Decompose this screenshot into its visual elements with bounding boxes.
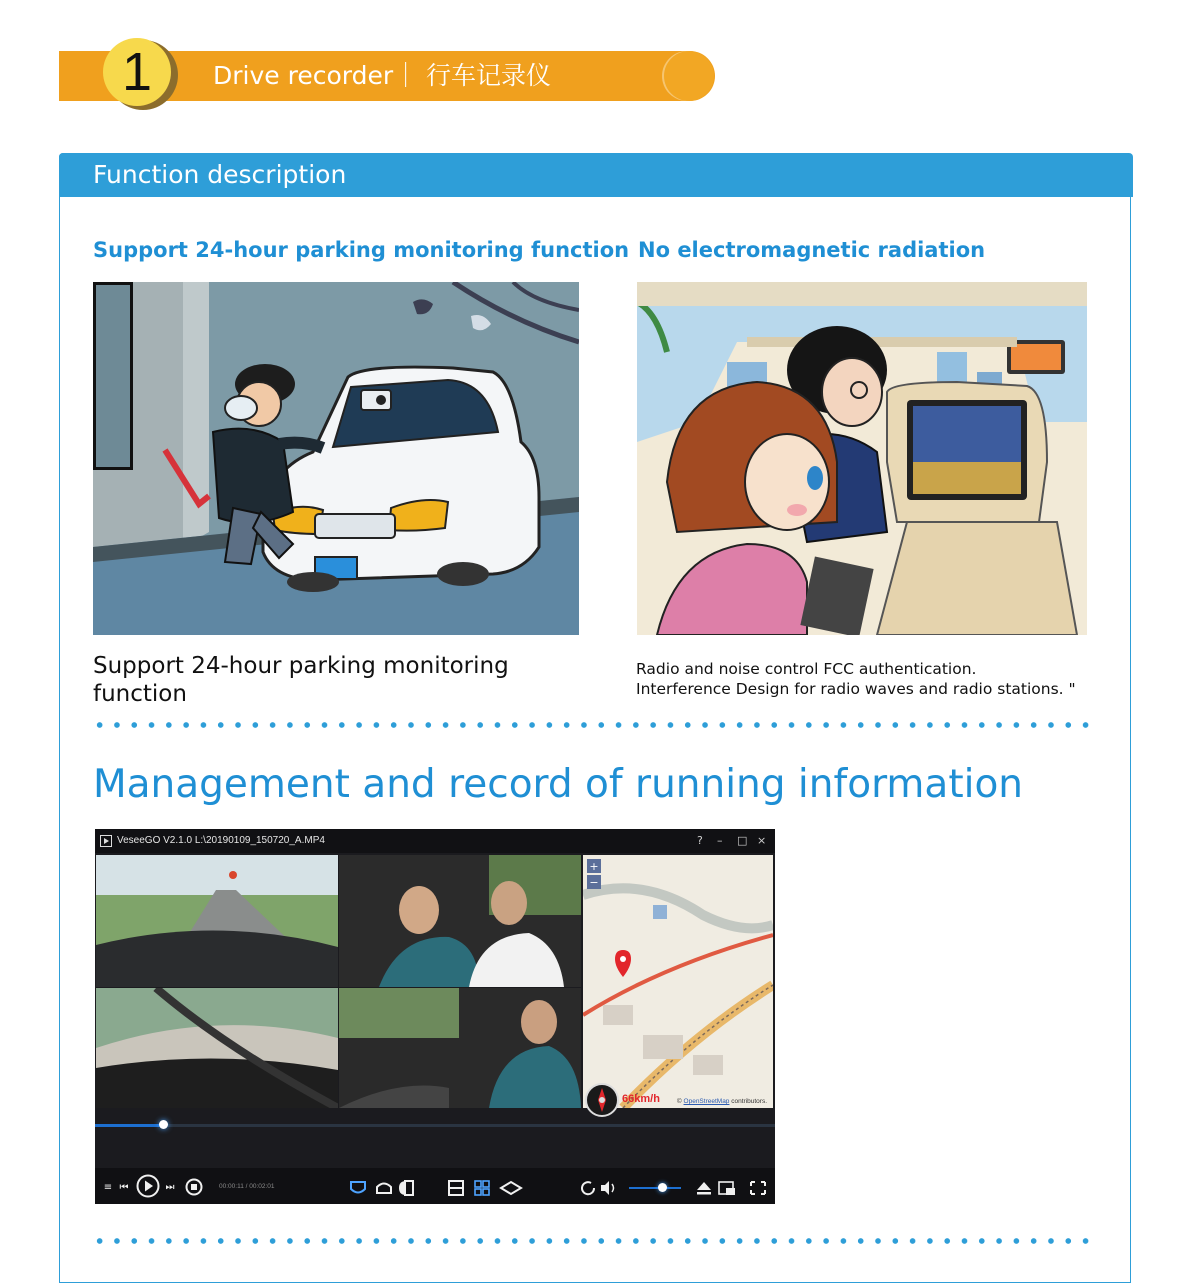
- next-icon[interactable]: ⏭: [165, 1182, 175, 1193]
- map-attribution: © OpenStreetMap contributors.: [676, 1098, 767, 1105]
- no-radiation-illustration: [637, 282, 1087, 635]
- help-button[interactable]: ?: [697, 834, 703, 847]
- section-banner-cap: [662, 51, 714, 101]
- playlist-icon[interactable]: ≡: [103, 1182, 113, 1193]
- camera-view-front: [96, 855, 338, 987]
- camera-view-cabin-front: [339, 855, 581, 987]
- close-button[interactable]: ×: [757, 834, 767, 847]
- dotted-divider-bottom: [91, 1238, 1095, 1244]
- progress-handle[interactable]: [159, 1120, 168, 1129]
- svg-text:+: +: [589, 860, 599, 873]
- openstreetmap-link[interactable]: OpenStreetMap: [683, 1098, 730, 1105]
- volume-slider[interactable]: [629, 1187, 681, 1189]
- feature-title-parking: Support 24-hour parking monitoring function: [93, 238, 630, 262]
- layout-icons[interactable]: [447, 1179, 527, 1197]
- progress-track[interactable]: [95, 1124, 775, 1127]
- caption-radiation-line-1: Radio and noise control FCC authentication.: [636, 660, 977, 678]
- map-pane[interactable]: [583, 855, 773, 1108]
- maximize-button[interactable]: □: [737, 834, 748, 847]
- video-player-screenshot: [95, 829, 775, 1204]
- time-readout: 00:00:11 / 00:02:01: [219, 1183, 275, 1190]
- camera-view-cabin-side: [339, 988, 581, 1108]
- play-button[interactable]: [136, 1174, 160, 1198]
- speed-readout: 66km/h: [622, 1093, 660, 1105]
- eject-pip-fullscreen-icons[interactable]: [695, 1179, 773, 1197]
- parking-monitoring-illustration: [93, 282, 579, 635]
- compass-icon: [584, 1082, 620, 1118]
- player-title: VeseeGO V2.1.0 L:\20190109_150720_A.MP4: [117, 835, 325, 846]
- rotate-volume-icons[interactable]: [579, 1179, 619, 1197]
- function-panel-title: Function description: [93, 160, 347, 189]
- camera-view-windshield: [96, 988, 338, 1108]
- volume-handle[interactable]: [658, 1183, 667, 1192]
- minimize-button[interactable]: –: [717, 834, 723, 847]
- caption-radiation-line-2: Interference Design for radio waves and radio stations. ": [636, 680, 1076, 698]
- previous-icon[interactable]: ⏮: [119, 1182, 129, 1193]
- section-title: Drive recorder｜ 行车记录仪: [213, 61, 552, 90]
- caption-parking: Support 24-hour parking monitoring function: [93, 653, 509, 707]
- stop-button[interactable]: [185, 1178, 203, 1196]
- svg-text:−: −: [589, 876, 599, 889]
- progress-fill: [95, 1124, 163, 1127]
- caption-radiation: [636, 659, 1106, 699]
- view-mode-icons[interactable]: [349, 1179, 429, 1197]
- play-logo-icon: [100, 835, 112, 847]
- section-number-badge: 1: [103, 38, 171, 106]
- feature-title-radiation: No electromagnetic radiation: [638, 238, 986, 262]
- management-heading: Management and record of running information: [93, 762, 1024, 807]
- dotted-divider-top: [91, 722, 1095, 728]
